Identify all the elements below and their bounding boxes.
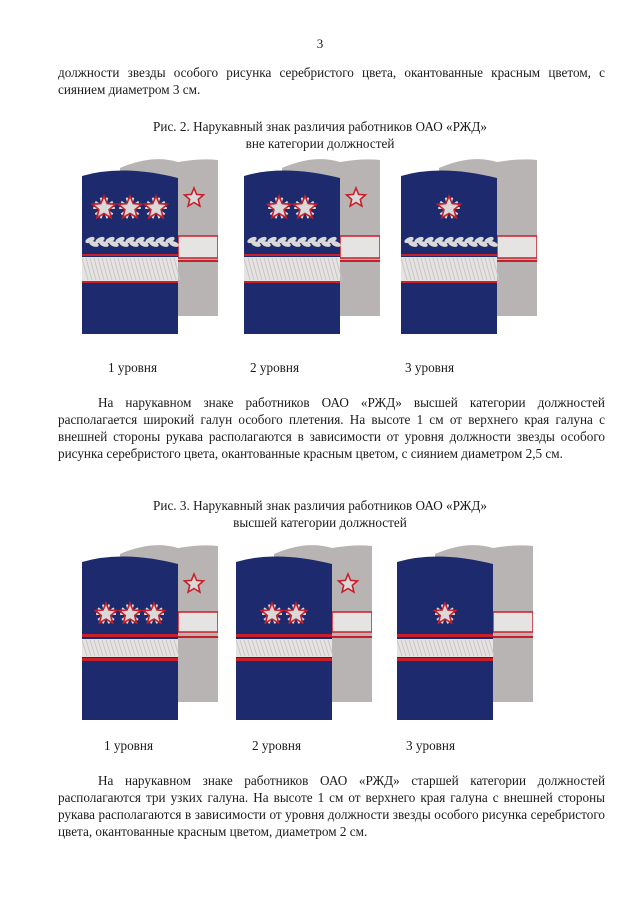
figure2-caption-line1: Рис. 2. Нарукавный знак различия работников ОАО «РЖД» <box>153 119 487 134</box>
figure2-caption-line2: вне категории должностей <box>245 136 395 151</box>
page-number: 3 <box>316 36 324 51</box>
fig2-patch-level3 <box>401 156 537 338</box>
fig3-patch-level2 <box>236 542 372 724</box>
fig3-patch-level1 <box>82 542 218 724</box>
fig2-patch-level1 <box>82 156 218 338</box>
figure3-caption-line1: Рис. 3. Нарукавный знак различия работников ОАО «РЖД» <box>153 498 487 513</box>
fig2-label-level2: 2 уровня <box>250 360 300 375</box>
fig3-label-level2: 2 уровня <box>252 738 302 753</box>
paragraph-1: должности звезды особого рисунка серебристого цвета, окантованные красным цветом, с сиянием диаметром 3 см. <box>58 65 605 97</box>
fig2-label-level3: 3 уровня <box>405 360 455 375</box>
fig3-label-level1: 1 уровня <box>104 738 154 753</box>
fig2-label-level1: 1 уровня <box>108 360 158 375</box>
paragraph-2: На нарукавном знаке работников ОАО «РЖД» высшей категории должностей располагается широкий галун особого плетения. На высоте 1 см от верхнего края галуна с внешней стороны рукава располагаются в зависимости от уровня должности звезды особого рисунка серебристого цвета, окантованные красным цветом, с сиянием диаметром 2,5 см. <box>58 395 605 461</box>
figure3-caption-line2: высшей категории должностей <box>233 515 407 530</box>
fig3-patch-level3 <box>397 542 533 724</box>
paragraph-3: На нарукавном знаке работников ОАО «РЖД» старшей категории должностей располагаются три узких галуна. На высоте 1 см от верхнего края галуна с внешней стороны рукава располагаются в зависимости от уровня должности звезды особого рисунка серебристого цвета, окантованные красным цветом, диаметром 2 см. <box>58 773 605 839</box>
fig3-label-level3: 3 уровня <box>406 738 456 753</box>
fig2-patch-level2 <box>244 156 380 338</box>
